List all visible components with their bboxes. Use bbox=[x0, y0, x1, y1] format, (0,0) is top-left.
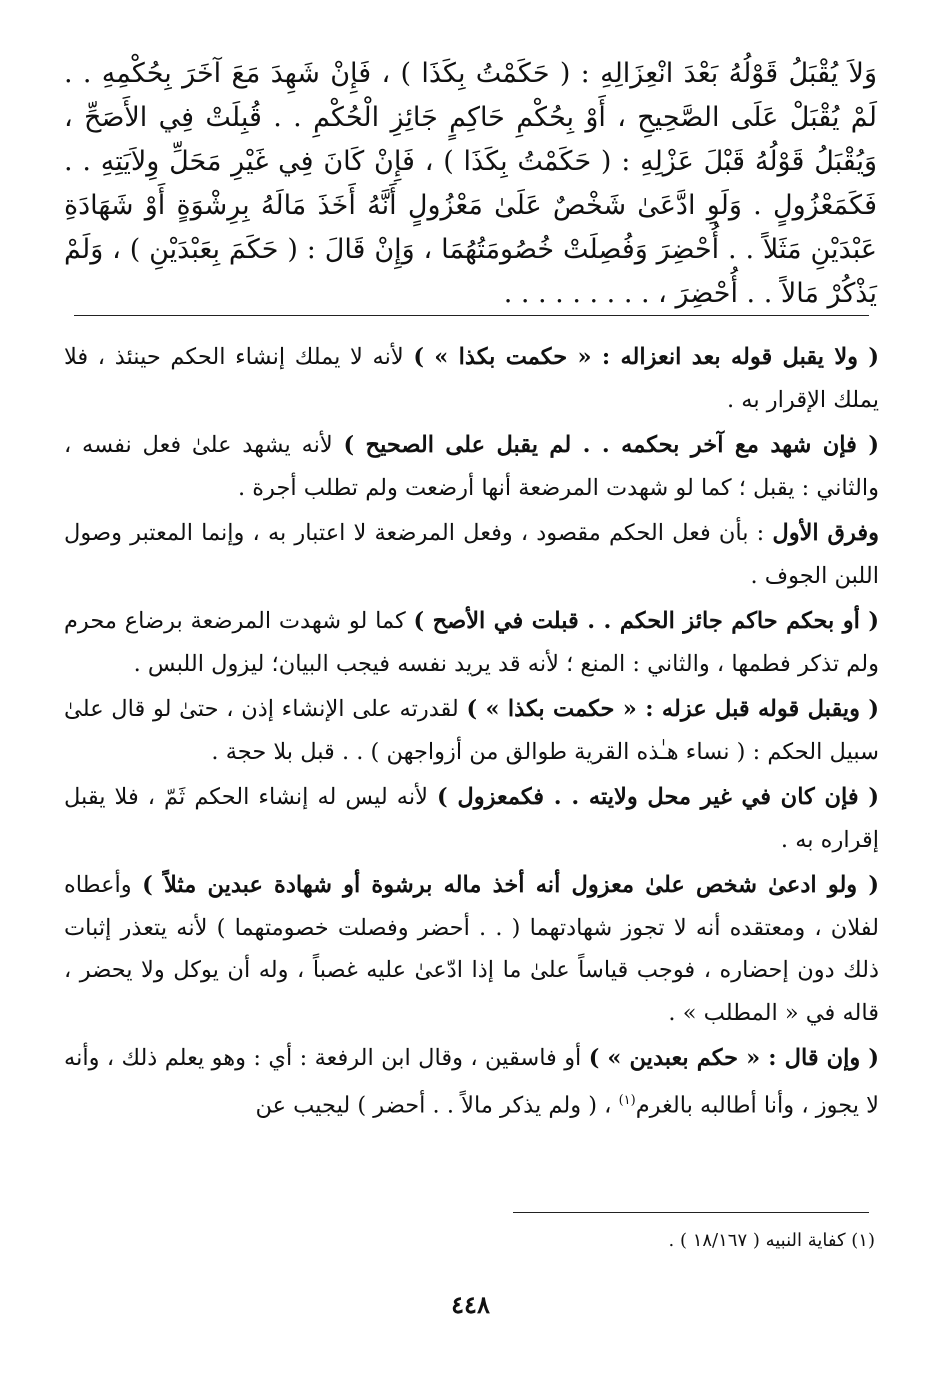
quoted-text: ( وإن قال : « حكم بعبدين » ) bbox=[588, 1045, 879, 1071]
page-number: ٤٤٨ bbox=[451, 1290, 490, 1319]
commentary-text: لقدرته على الإنشاء إذن ، حتىٰ لو قال علىٰ سبيل الحكم : ( نساء هـٰذه القرية طوالق من أزواجهن ) . . قبل بلا حجة . bbox=[64, 696, 879, 765]
main-text bbox=[64, 52, 877, 316]
quoted-text: ( ولا يقبل قوله بعد انعزاله : « حكمت بكذا » ) bbox=[413, 344, 879, 370]
commentary-text: كما لو شهدت المرضعة برضاع محرم ولم تذكر فطمها ، والثاني : المنع ؛ لأنه قد يريد نفسه فيجب البيان؛ ليزول اللبس . bbox=[64, 608, 879, 677]
footnote-separator bbox=[513, 1212, 869, 1213]
footnote: (١) كفاية النبيه ( ١٨/١٦٧ ) . bbox=[668, 1230, 875, 1251]
quoted-text: ( أو بحكم حاكم جائز الحكم . . قبلت في الأصح ) bbox=[413, 608, 879, 634]
main-text-paragraph: وَلاَ يُقْبَلُ قَوْلُهُ بَعْدَ انْعِزَالِهِ : ( حَكَمْتُ بِكَذَا ) ، فَإِنْ شَهِدَ مَعَ آخَرَ بِحُكْمِهِ . . لَمْ يُقْبَلْ عَلَى الصَّحِيحِ ، أَوْ بِحُكْمِ حَاكِمٍ جَائِزِ الْحُكْمِ . . قُبِلَتْ فِي الأَصَحِّ ، وَيُقْبَلُ قَوْلُهُ قَبْلَ عَزْلِهِ : ( حَكَمْتُ بِكَذَا ) ، فَإِنْ كَانَ فِي غَيْرِ مَحَلِّ وِلاَيَتِهِ . . فَكَمَعْزُولٍ . وَلَوِ ادَّعَىٰ شَخْصٌ عَلَىٰ مَعْزُولٍ أَنَّهُ أَخَذَ مَالَهُ بِرِشْوَةٍ أَوْ شَهَادَةِ عَبْدَيْنِ مَثَلاً . . أُحْضِرَ وَفُصِلَتْ خُصُومَتُهُمَا ، وَإِنْ قَالَ : ( حَكَمَ بِعَبْدَيْنِ ) ، وَلَمْ يَذْكُرْ مَالاً . . أُحْضِرَ ، . . . . . . . . . bbox=[64, 58, 877, 309]
commentary-text: أو فاسقين ، وقال ابن الرفعة : أي : وهو يعلم ذلك ، وأنه لا يجوز ، وأنا أطالبه بالغرم bbox=[64, 1045, 879, 1118]
commentary-text: ، ( ولم يذكر مالاً . . أحضر ) ليجيب عن bbox=[255, 1092, 619, 1118]
commentary-paragraph bbox=[64, 512, 879, 597]
commentary-paragraph bbox=[64, 424, 879, 509]
separator-line bbox=[74, 315, 869, 316]
commentary-paragraph bbox=[64, 1037, 879, 1127]
quoted-text: ( ويقبل قوله قبل عزله : « حكمت بكذا » ) bbox=[466, 696, 879, 722]
commentary-paragraph bbox=[64, 776, 879, 861]
commentary-text: لأنه لا يملك إنشاء الحكم حينئذ ، فلا يملك الإقرار به . bbox=[64, 344, 879, 413]
commentary-text: لأنه يشهد علىٰ فعل نفسه ، والثاني : يقبل ؛ كما لو شهدت المرضعة أنها أرضعت ولم تطلب أجرة . bbox=[64, 432, 879, 501]
commentary-text: : بأن فعل الحكم مقصود ، وفعل المرضعة لا اعتبار به ، وإنما المعتبر وصول اللبن الجوف . bbox=[64, 520, 879, 589]
quoted-text: ( فإن شهد مع آخر بحكمه . . لم يقبل على الصحيح ) bbox=[343, 432, 879, 458]
commentary-paragraph bbox=[64, 864, 879, 1034]
commentary-paragraph bbox=[64, 600, 879, 685]
commentary-paragraph bbox=[64, 336, 879, 421]
commentary bbox=[64, 336, 879, 1130]
commentary-paragraph bbox=[64, 688, 879, 773]
quoted-text: ( ولو ادعىٰ شخص علىٰ معزول أنه أخذ ماله برشوة أو شهادة عبدين مثلاً ) bbox=[142, 872, 879, 898]
footnote-marker[interactable]: (١) bbox=[618, 1092, 636, 1108]
commentary-text: لأنه ليس له إنشاء الحكم ثَمّ ، فلا يقبل إقراره به . bbox=[64, 784, 879, 853]
quoted-text: ( فإن كان في غير محل ولايته . . فكمعزول ) bbox=[437, 784, 879, 810]
quoted-text: وفرق الأول bbox=[772, 520, 879, 546]
commentary-text: وأعطاه لفلان ، ومعتقده أنه لا تجوز شهادتهما ( . . أحضر وفصلت خصومتهما ) لأنه يتعذر إثبات ذلك دون إحضاره ، فوجب قياساً علىٰ ما إذا ادّعىٰ عليه غصباً ، وله أن يوكل ولا يحضر ، قاله في « المطلب » . bbox=[64, 872, 879, 1026]
